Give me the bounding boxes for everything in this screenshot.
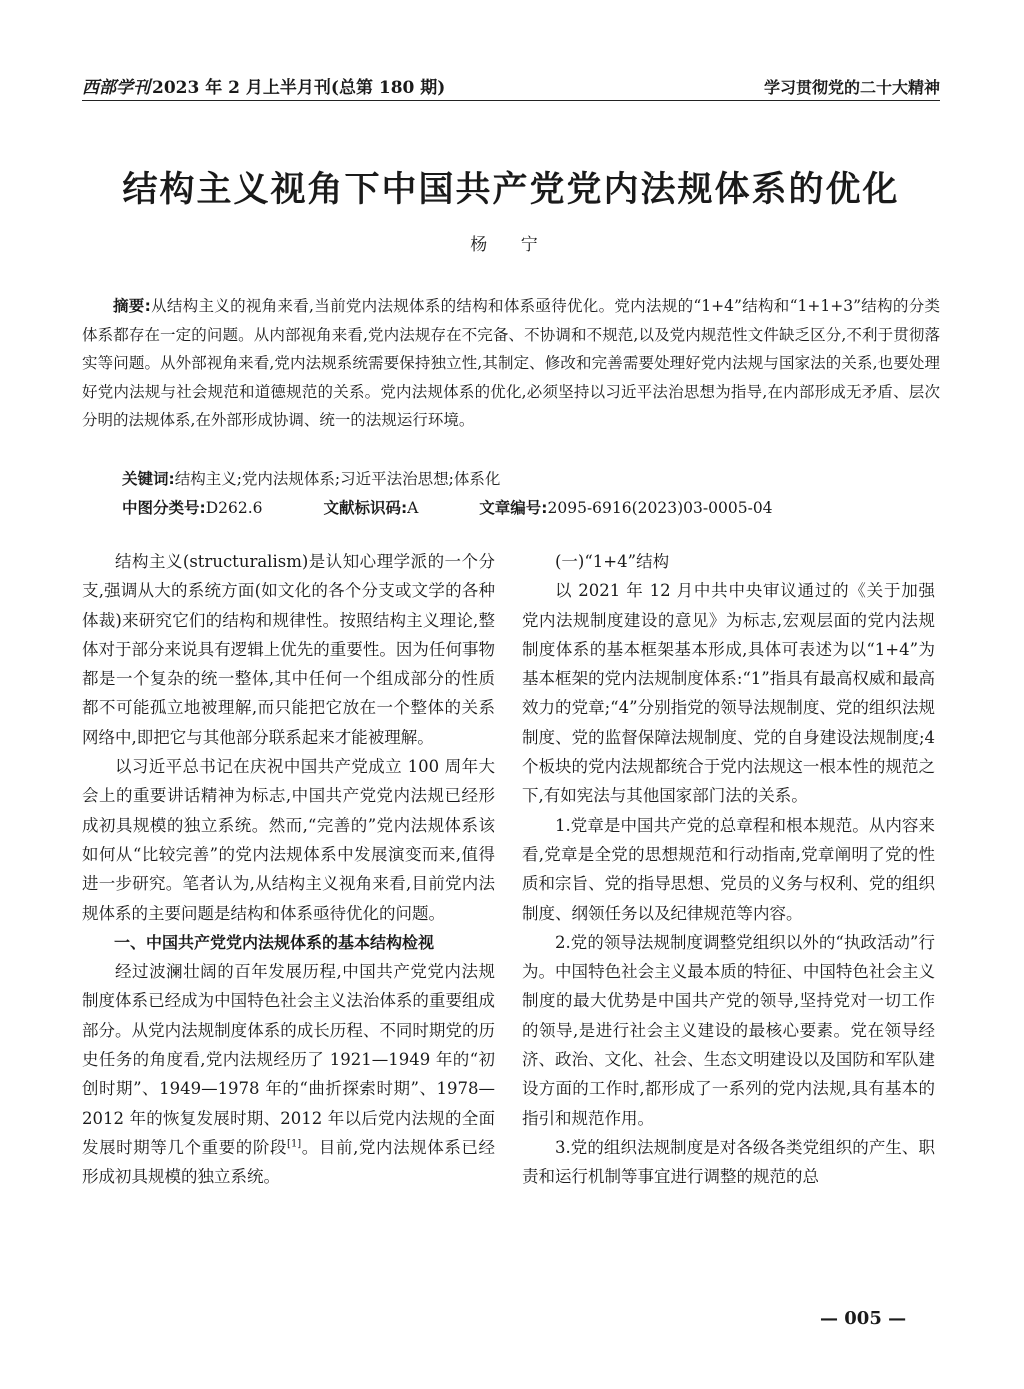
body-paragraph: 1.党章是中国共产党的总章程和根本规范。从内容来看,党章是全党的思想规范和行动指南,党章阐明了党的性质和宗旨、党的指导思想、党员的义务与权利、党的组织制度、纲领任务以及纪律规范等内容。 [522,815,935,923]
body-paragraph: 2.党的领导法规制度调整党组织以外的“执政活动”行为。中国特色社会主义最本质的特征、中国特色社会主义制度的最大优势是中国共产党的领导,坚持党对一切工作的领导,是进行社会主义建设的最核心要素。党在领导经济、政治、文化、社会、生态文明建设以及国防和军队建设方面的工作时,都形成了一系列的党内法规,具有基本的指引和规范作用。 [522,932,935,1128]
author-name: 杨 宁 [470,235,552,255]
journal-issue [82,73,445,98]
citation-reference: [1] [287,1138,302,1150]
header-rule [82,100,940,101]
document-code: 文献标识码:A [323,499,419,517]
keywords-label: 关键词: [122,470,175,488]
subsection-heading: (一)“1+4”结构 [555,552,670,571]
keywords [122,466,940,492]
body-column-left [82,547,495,1192]
body-paragraph: 以 2021 年 12 月中共中央审议通过的《关于加强党内法规制度建设的意见》为标志,宏观层面的党内法规制度体系的基本框架基本形成,具体可表述为以“1+4”为基本框架的党内法规制度体系:“1”指具有最高权威和最高效力的党章;“4”分别指党的领导法规制度、党的组织法规制度、党的监督保障法规制度、党的自身建设法规制度;4 个板块的党内法规都统合于党内法规这一根本性的规范之下,有如宪法与其他国家部门法的关系。 [522,581,935,806]
abstract [82,292,940,435]
issue-info: 2023 年 2 月上半月刊(总第 180 期) [152,78,446,98]
journal-logo: 西部学刊 [82,78,150,98]
classification-row [122,495,940,521]
clc-code: 中图分类号:D262.6 [122,499,263,517]
body-paragraph: 结构主义(structuralism)是认知心理学派的一个分支,强调从大的系统方面(如文化的各个分支或文学的各种体裁)来研究它们的结构和规律性。按照结构主义理论,整体对于部分来说具有逻辑上优先的重要性。因为任何事物都是一个复杂的统一整体,其中任何一个组成部分的性质都不可能孤立地被理解,而只能把它放在一个整体的关系网络中,即把它与其他部分联系起来才能被理解。 [82,552,495,747]
body-paragraph: 经过波澜壮阔的百年发展历程,中国共产党党内法规制度体系已经成为中国特色社会主义法治体系的重要组成部分。从党内法规制度体系的成长历程、不同时期党的历史任务的角度看,党内法规经历了 1921—1949 年的“初创时期”、1949—1978 年的“曲折探索时期”、1978—2012 年的恢复发展时期、2012 年以后党内法规的全面发展时期等几个重要的阶段[1]。目前,党内法规体系已经形成初具规模的独立系统。 [82,962,496,1187]
article-title: 结构主义视角下中国共产党党内法规体系的优化 [122,170,900,210]
page-number: — 005 — [820,1308,907,1329]
article-number: 文章编号:2095-6916(2023)03-0005-04 [479,499,773,517]
abstract-label: 摘要: [113,297,151,315]
body-paragraph: 以习近平总书记在庆祝中国共产党成立 100 周年大会上的重要讲话精神为标志,中国共产党党内法规已经形成初具规模的独立系统。然而,“完善的”党内法规体系该如何从“比较完善”的党内法规体系中发展演变而来,值得进一步研究。笔者认为,从结构主义视角来看,目前党内法规体系的主要问题是结构和体系亟待优化的问题。 [82,757,495,923]
running-header [82,72,940,98]
body-paragraph: 3.党的组织法规制度是对各级各类党组织的产生、职责和运行机制等事宜进行调整的规范的总 [522,1137,935,1187]
keywords-text: 结构主义;党内法规体系;习近平法治思想;体系化 [174,470,501,488]
body-column-right [522,547,935,1192]
abstract-text: 从结构主义的视角来看,当前党内法规体系的结构和体系亟待优化。党内法规的“1+4”结构和“1+1+3”结构的分类体系都存在一定的问题。从内部视角来看,党内法规存在不完备、不协调和不规范,以及党内规范性文件缺乏区分,不利于贯彻落实等问题。从外部视角来看,党内法规系统需要保持独立性,其制定、修改和完善需要处理好党内法规与国家法的关系,也要处理好党内法规与社会规范和道德规范的关系。党内法规体系的优化,必须坚持以习近平法治思想为指导,在内部形成无矛盾、层次分明的法规体系,在外部形成协调、统一的法规运行环境。 [82,297,940,429]
section-heading: 一、中国共产党党内法规体系的基本结构检视 [114,932,435,952]
section-name: 学习贯彻党的二十大精神 [763,78,940,97]
